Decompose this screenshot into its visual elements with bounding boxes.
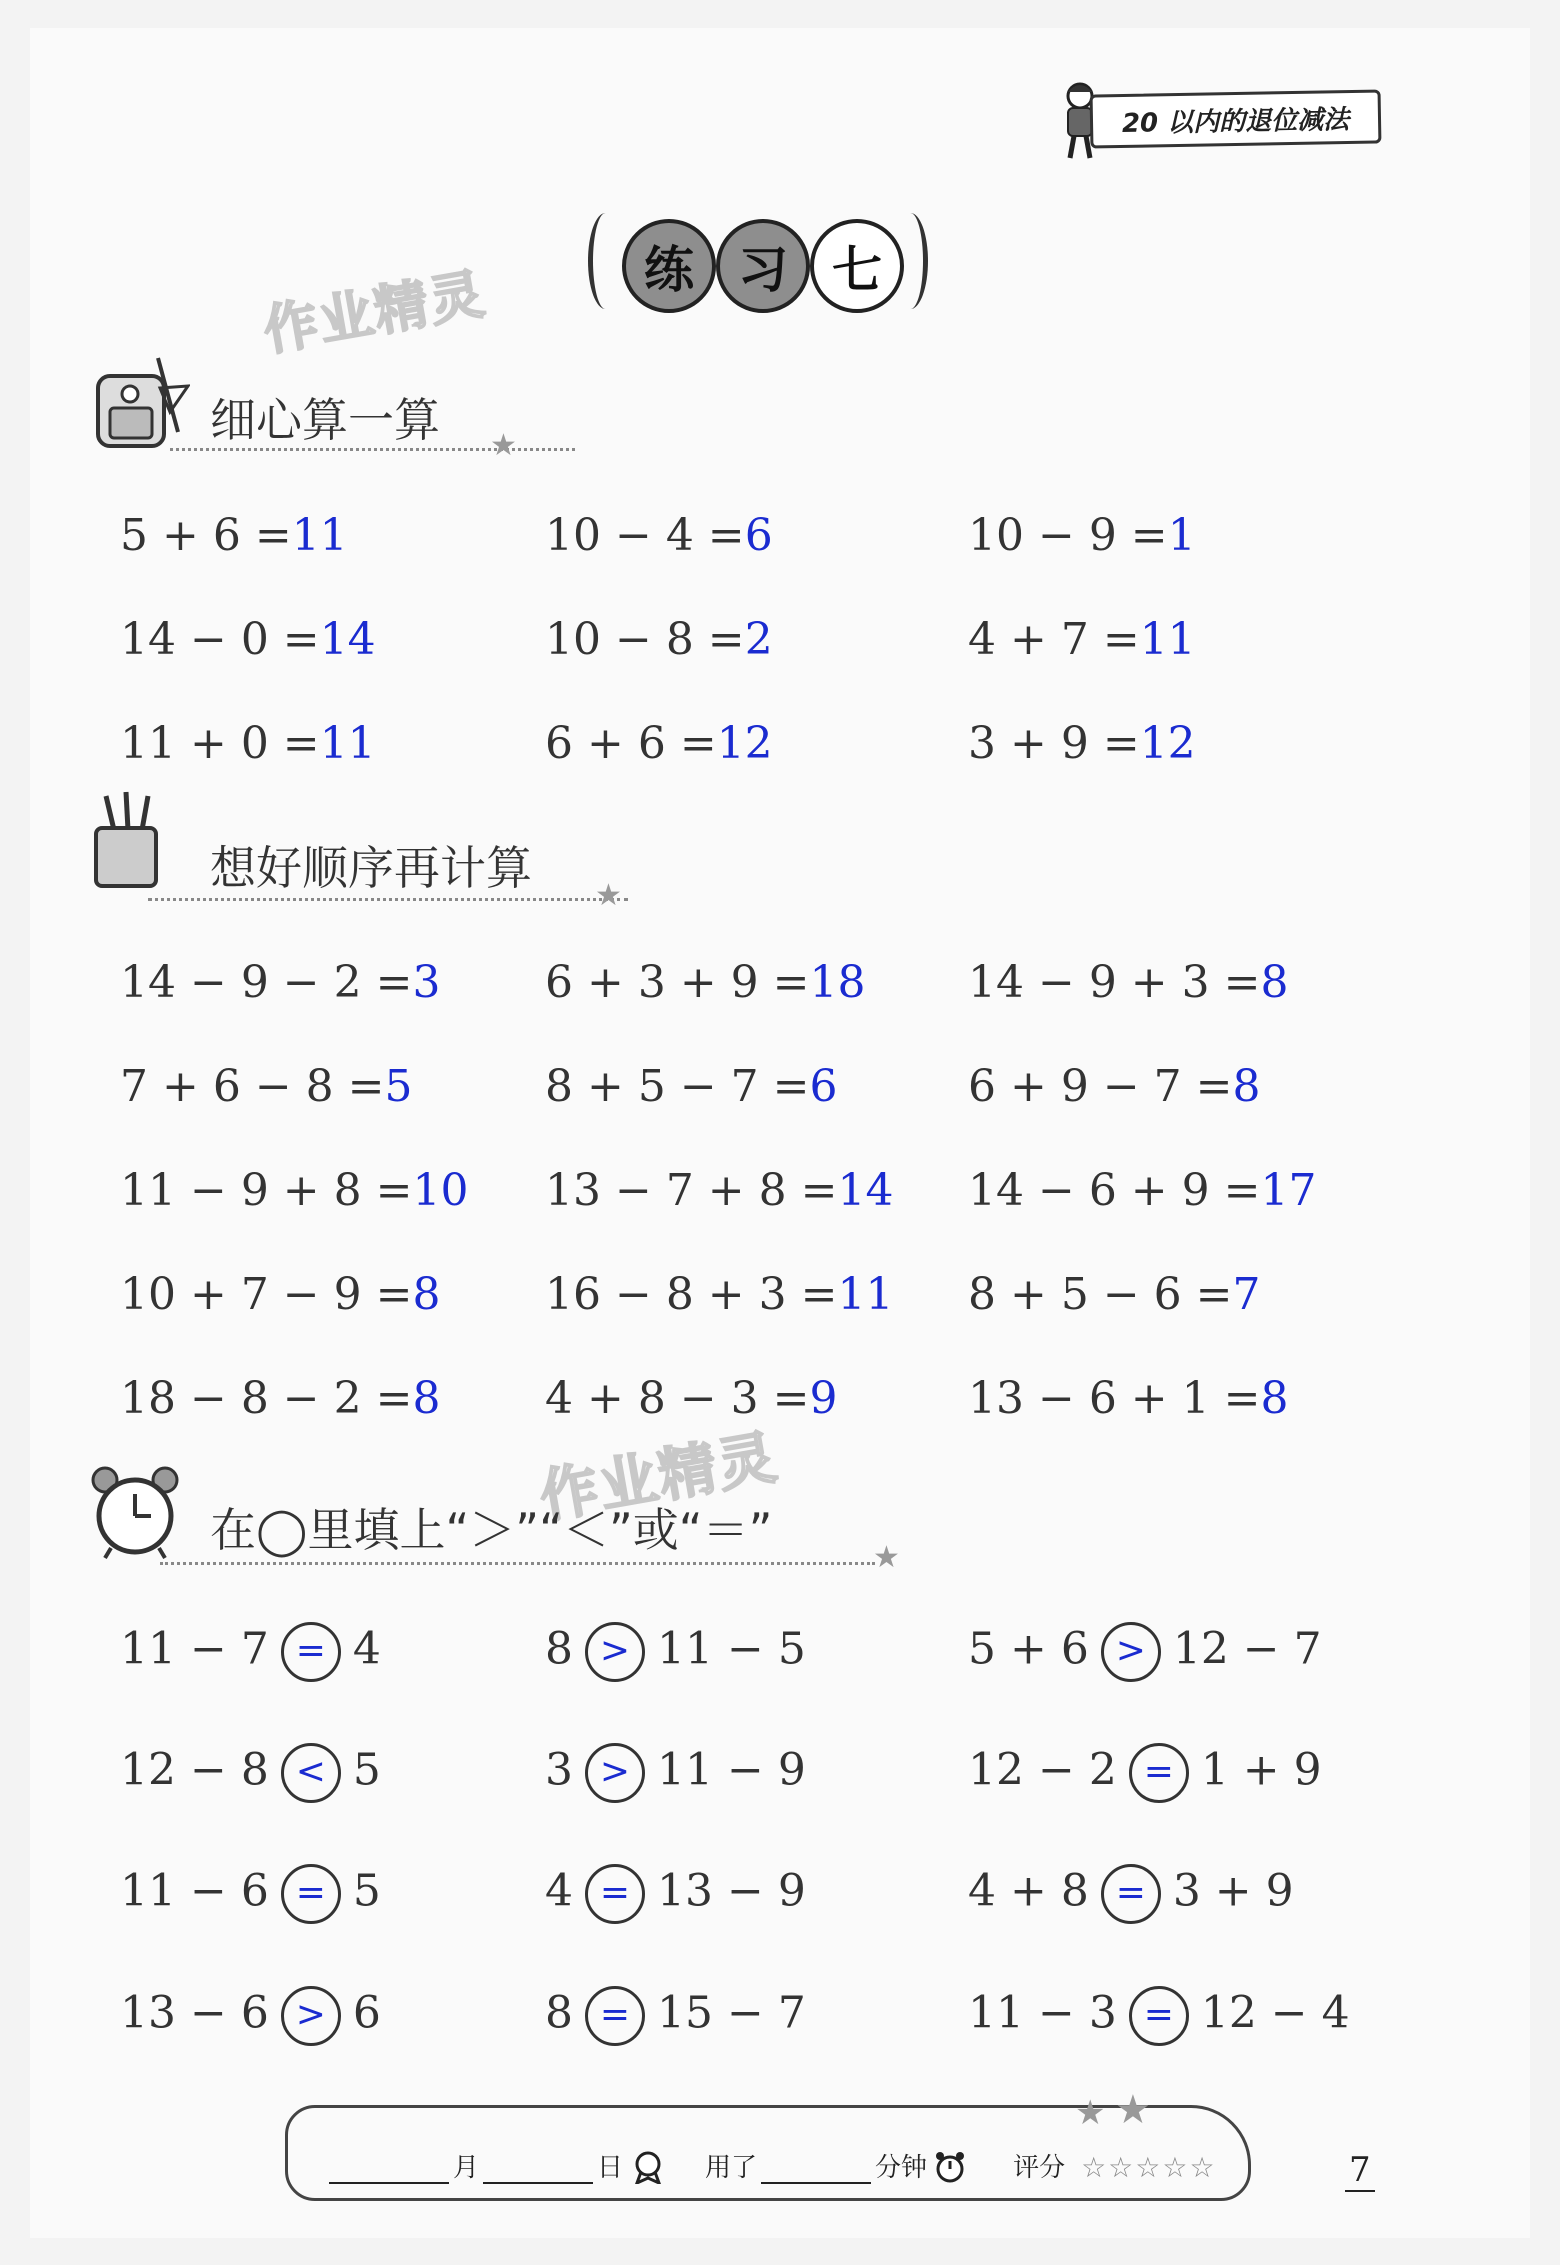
right-expression: 11 − 9 <box>657 1744 806 1796</box>
month-label: 月 <box>453 2153 480 2183</box>
comparison-problem <box>120 1743 381 1803</box>
comparison-circle[interactable]: = <box>1101 1864 1161 1924</box>
comparison-problem <box>545 1986 806 2046</box>
arithmetic-problem <box>120 1165 469 1216</box>
watermark-top: 作业精灵 <box>258 261 491 363</box>
title-bracket-left <box>588 213 623 309</box>
arithmetic-problem <box>968 1061 1261 1112</box>
problem-expression: 6 + 9 − 7 = <box>968 1061 1233 1112</box>
right-expression: 4 <box>352 1623 381 1675</box>
problem-expression: 16 − 8 + 3 = <box>545 1269 838 1320</box>
section-header-3 <box>85 1460 905 1575</box>
problem-expression: 11 + 0 = <box>120 718 320 769</box>
title-bracket-right <box>893 213 928 309</box>
left-expression: 11 − 6 <box>120 1865 269 1917</box>
left-expression: 13 − 6 <box>120 1987 269 2039</box>
right-expression: 15 − 7 <box>657 1987 806 2039</box>
comparison-circle[interactable]: = <box>585 1864 645 1924</box>
arithmetic-problem <box>120 1061 413 1112</box>
comparison-circle[interactable]: = <box>1129 1986 1189 2046</box>
arithmetic-problem <box>545 1373 838 1424</box>
score-stars[interactable]: ☆☆☆☆☆ <box>1081 2151 1217 2184</box>
comparison-circle[interactable]: < <box>281 1743 341 1803</box>
answer-field[interactable]: 12 <box>1139 718 1196 769</box>
arithmetic-problem <box>120 957 441 1008</box>
arithmetic-problem <box>968 614 1196 665</box>
footer-record <box>275 2087 1305 2205</box>
arithmetic-problem <box>120 510 348 561</box>
problem-expression: 18 − 8 − 2 = <box>120 1373 413 1424</box>
comparison-circle[interactable]: = <box>281 1622 341 1682</box>
arithmetic-problem <box>545 510 773 561</box>
minutes-label: 分钟 <box>875 2153 928 2183</box>
answer-field[interactable]: 8 <box>1260 1373 1289 1424</box>
alarm-clock-icon <box>85 1460 185 1560</box>
section-divider-2 <box>148 898 628 901</box>
used-label: 用了 <box>705 2153 758 2183</box>
footer-fields <box>325 2147 1217 2184</box>
star-icon: ★ <box>595 878 622 913</box>
answer-field[interactable]: 14 <box>837 1165 894 1216</box>
comparison-circle[interactable]: = <box>281 1864 341 1924</box>
right-expression: 3 + 9 <box>1172 1865 1294 1917</box>
answer-field[interactable]: 17 <box>1260 1165 1317 1216</box>
arithmetic-problem <box>120 718 376 769</box>
left-expression: 8 <box>545 1987 573 2039</box>
arithmetic-problem <box>120 614 376 665</box>
star-icon: ★ <box>1115 2087 1151 2133</box>
star-icon: ★ <box>1075 2093 1106 2133</box>
arithmetic-problem <box>968 1269 1261 1320</box>
comparison-problem <box>968 1864 1294 1924</box>
backpack-icon <box>90 352 190 452</box>
answer-field[interactable]: 6 <box>809 1061 838 1112</box>
star-icon: ★ <box>490 428 517 463</box>
comparison-problem <box>968 1743 1322 1803</box>
answer-field[interactable]: 11 <box>837 1269 894 1320</box>
comparison-circle[interactable]: = <box>1129 1743 1189 1803</box>
title-char-2: 习 <box>716 219 810 313</box>
left-expression: 4 <box>545 1865 573 1917</box>
arithmetic-problem <box>968 510 1196 561</box>
topic-banner-label: 20 以内的退位减法 <box>1090 89 1382 148</box>
answer-field[interactable]: 11 <box>291 510 348 561</box>
answer-field[interactable]: 8 <box>1260 957 1289 1008</box>
problem-expression: 14 − 9 + 3 = <box>968 957 1261 1008</box>
answer-field[interactable]: 1 <box>1167 510 1196 561</box>
right-expression: 13 − 9 <box>657 1865 806 1917</box>
comparison-circle[interactable]: > <box>1101 1622 1161 1682</box>
score-label: 评分 <box>1013 2153 1066 2183</box>
title-char-3: 七 <box>810 219 904 313</box>
answer-field[interactable]: 5 <box>384 1061 413 1112</box>
right-expression: 11 − 5 <box>657 1623 806 1675</box>
left-expression: 12 − 2 <box>968 1744 1117 1796</box>
answer-field[interactable]: 11 <box>1139 614 1196 665</box>
problem-expression: 10 + 7 − 9 = <box>120 1269 413 1320</box>
problem-expression: 3 + 9 = <box>968 718 1140 769</box>
day-blank[interactable] <box>483 2156 593 2184</box>
medal-icon <box>631 2150 665 2184</box>
arithmetic-problem <box>545 957 866 1008</box>
right-expression: 12 − 7 <box>1172 1623 1322 1675</box>
comparison-problem <box>120 1622 381 1682</box>
problem-expression: 10 − 4 = <box>545 510 745 561</box>
problem-expression: 10 − 8 = <box>545 614 745 665</box>
comparison-circle[interactable]: > <box>585 1622 645 1682</box>
problem-expression: 13 − 7 + 8 = <box>545 1165 838 1216</box>
arithmetic-problem <box>120 1373 441 1424</box>
answer-field[interactable]: 7 <box>1232 1269 1261 1320</box>
page-number: 7 <box>1345 2150 1375 2192</box>
problem-expression: 4 + 7 = <box>968 614 1140 665</box>
section-header-1 <box>90 352 530 463</box>
left-expression: 3 <box>545 1744 573 1796</box>
right-expression: 1 + 9 <box>1200 1744 1322 1796</box>
answer-field[interactable]: 8 <box>412 1269 441 1320</box>
answer-field[interactable]: 10 <box>412 1165 469 1216</box>
problem-expression: 5 + 6 = <box>120 510 292 561</box>
answer-field[interactable]: 8 <box>412 1373 441 1424</box>
left-expression: 8 <box>545 1623 573 1675</box>
problem-expression: 11 − 9 + 8 = <box>120 1165 413 1216</box>
comparison-problem <box>968 1986 1350 2046</box>
comparison-problem <box>968 1622 1322 1682</box>
comparison-circle[interactable]: > <box>281 1986 341 2046</box>
right-expression: 6 <box>352 1987 381 2039</box>
watermark-middle: 作业精灵 <box>534 1422 783 1532</box>
arithmetic-problem <box>968 1373 1289 1424</box>
problem-expression: 14 − 0 = <box>120 614 320 665</box>
left-expression: 4 + 8 <box>968 1865 1089 1917</box>
pencil-cup-icon <box>90 790 190 890</box>
answer-field[interactable]: 11 <box>319 718 376 769</box>
right-expression: 12 − 4 <box>1200 1987 1350 2039</box>
answer-field[interactable]: 18 <box>809 957 866 1008</box>
section-header-2 <box>90 790 630 913</box>
right-expression: 5 <box>352 1744 381 1796</box>
arithmetic-problem <box>545 1165 894 1216</box>
answer-field[interactable]: 6 <box>744 510 773 561</box>
month-blank[interactable] <box>329 2156 449 2184</box>
answer-field[interactable]: 8 <box>1232 1061 1261 1112</box>
exercise-title <box>588 205 928 315</box>
left-expression: 12 − 8 <box>120 1744 269 1796</box>
arithmetic-problem <box>968 1165 1317 1216</box>
comparison-problem <box>120 1986 381 2046</box>
problem-expression: 8 + 5 − 6 = <box>968 1269 1233 1320</box>
section-title-2: 想好顺序再计算 <box>210 841 532 895</box>
right-expression: 5 <box>352 1865 381 1917</box>
problem-expression: 7 + 6 − 8 = <box>120 1061 385 1112</box>
section-title-1: 细心算一算 <box>210 393 440 447</box>
problem-expression: 13 − 6 + 1 = <box>968 1373 1261 1424</box>
answer-field[interactable]: 14 <box>319 614 376 665</box>
arithmetic-problem <box>968 718 1196 769</box>
comparison-problem <box>120 1864 381 1924</box>
problem-expression: 6 + 6 = <box>545 718 717 769</box>
comparison-problem <box>545 1743 806 1803</box>
problem-expression: 6 + 3 + 9 = <box>545 957 810 1008</box>
topic-banner <box>1050 78 1390 158</box>
timer-icon <box>933 2150 967 2184</box>
section-divider-3 <box>160 1562 875 1565</box>
answer-field[interactable]: 3 <box>412 957 441 1008</box>
arithmetic-problem <box>120 1269 441 1320</box>
left-expression: 11 − 3 <box>968 1987 1117 2039</box>
arithmetic-problem <box>545 614 773 665</box>
minutes-blank[interactable] <box>761 2156 871 2184</box>
problem-expression: 14 − 9 − 2 = <box>120 957 413 1008</box>
left-expression: 5 + 6 <box>968 1623 1089 1675</box>
comparison-circle[interactable]: > <box>585 1743 645 1803</box>
star-icon: ★ <box>873 1540 900 1575</box>
problem-expression: 4 + 8 − 3 = <box>545 1373 810 1424</box>
arithmetic-problem <box>545 718 773 769</box>
problem-expression: 10 − 9 = <box>968 510 1168 561</box>
comparison-problem <box>545 1622 806 1682</box>
comparison-circle[interactable]: = <box>585 1986 645 2046</box>
answer-field[interactable]: 9 <box>809 1373 838 1424</box>
problem-expression: 8 + 5 − 7 = <box>545 1061 810 1112</box>
day-label: 日 <box>597 2153 624 2183</box>
answer-field[interactable]: 12 <box>716 718 773 769</box>
answer-field[interactable]: 2 <box>744 614 773 665</box>
section-title-3: 在◯里填上“＞”“＜”或“＝” <box>210 1503 773 1557</box>
arithmetic-problem <box>545 1269 894 1320</box>
arithmetic-problem <box>545 1061 838 1112</box>
problem-expression: 14 − 6 + 9 = <box>968 1165 1261 1216</box>
comparison-problem <box>545 1864 806 1924</box>
left-expression: 11 − 7 <box>120 1623 269 1675</box>
arithmetic-problem <box>968 957 1289 1008</box>
title-char-1: 练 <box>622 219 716 313</box>
